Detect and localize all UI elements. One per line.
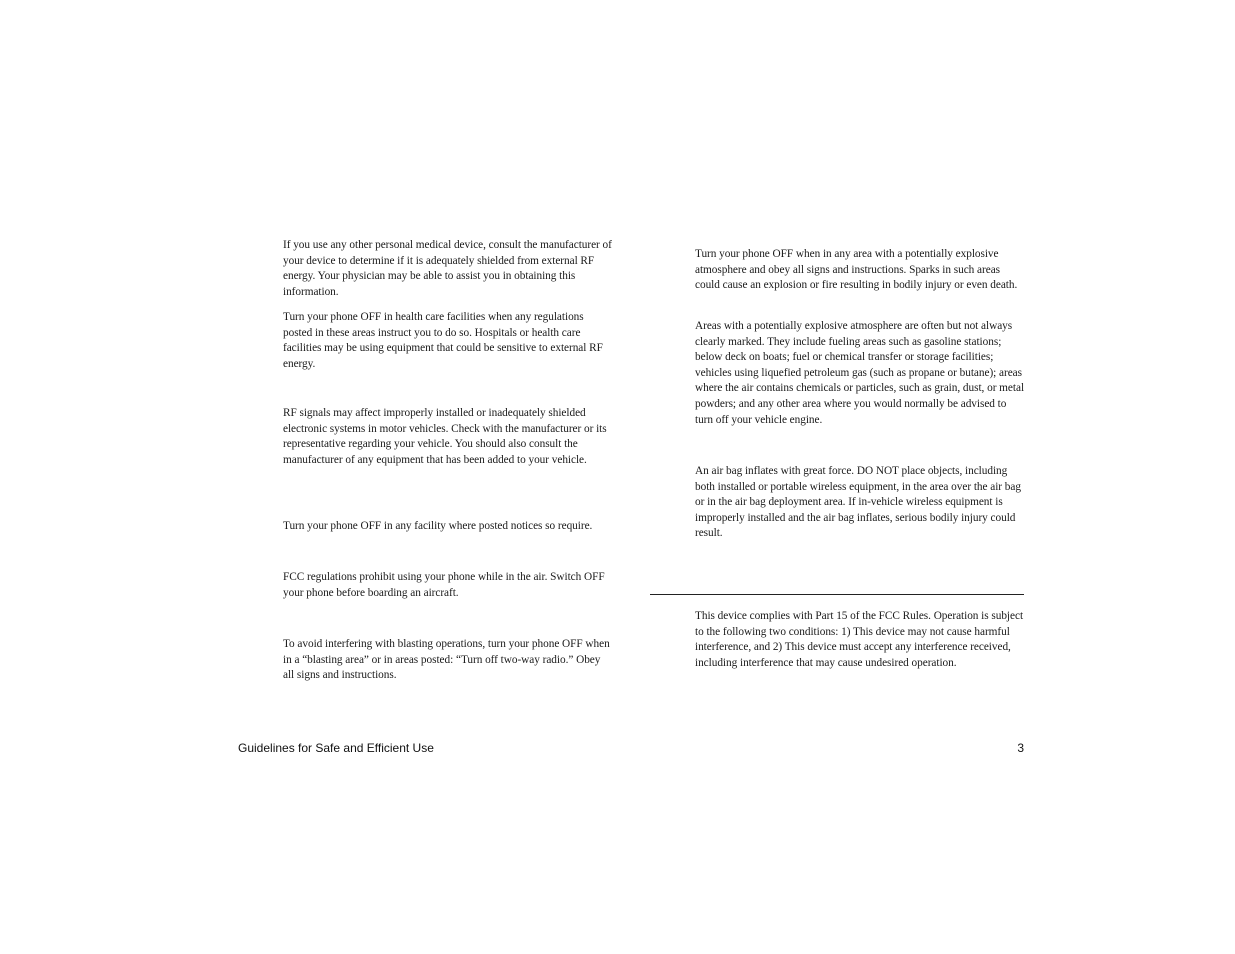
explosive-areas-detail-paragraph: Areas with a potentially explosive atmosphere are often but not always clearly marked. They include fueling areas such as gasoline stations; below deck on boats; fuel or chemical transfer or storage facilities; vehicles using liquefied petroleum gas (such as propane or butane); areas where the air contains chemicals or particles, such as grain, dust, or metal powders; and any other area where you would normally be advised to turn off your vehicle engine. <box>695 320 1025 426</box>
footer-title: Guidelines for Safe and Efficient Use <box>238 741 434 755</box>
section-divider <box>650 594 1024 595</box>
medical-device-paragraph: If you use any other personal medical device, consult the manufacturer of your device to determine if it is adequately shielded from external RF energy. Your physician may be able to assist you in obtaining this information. <box>283 239 612 298</box>
vehicles-rf-paragraph: RF signals may affect improperly installed or inadequately shielded electronic systems in motor vehicles. Check with the manufacturer or its representative regarding your vehicle. You should also consult the manufacturer of any equipment that has been added to your vehicle. <box>283 407 607 466</box>
posted-facilities-paragraph: Turn your phone OFF in any facility where posted notices so require. <box>283 520 593 532</box>
page-number: 3 <box>1017 741 1024 755</box>
explosive-atmosphere-paragraph: Turn your phone OFF when in any area with a potentially explosive atmosphere and obey all signs and instructions. Sparks in such areas could cause an explosion or fire resulting in bodily injury or even death. <box>695 248 1018 292</box>
fcc-compliance-paragraph: This device complies with Part 15 of the FCC Rules. Operation is subject to the following two conditions: 1) This device may not cause harmful interference, and 2) This device must accept any interference received, including interference that may cause undesired operation. <box>695 610 1024 669</box>
health-care-paragraph: Turn your phone OFF in health care facilities when any regulations posted in these areas instruct you to do so. Hospitals or health care facilities may be using equipment that could be sensitive to external RF energy. <box>283 311 603 370</box>
aircraft-paragraph: FCC regulations prohibit using your phone while in the air. Switch OFF your phone before boarding an aircraft. <box>283 571 605 599</box>
blasting-areas-paragraph: To avoid interfering with blasting operations, turn your phone OFF when in a “blasting area” or in areas posted: “Turn off two-way radio.” Obey all signs and instructions. <box>283 638 610 682</box>
air-bag-paragraph: An air bag inflates with great force. DO NOT place objects, including both installed or portable wireless equipment, in the area over the air bag or in the air bag deployment area. If in-vehicle wireless equipment is improperly installed and the air bag inflates, serious bodily injury could result. <box>695 465 1021 540</box>
